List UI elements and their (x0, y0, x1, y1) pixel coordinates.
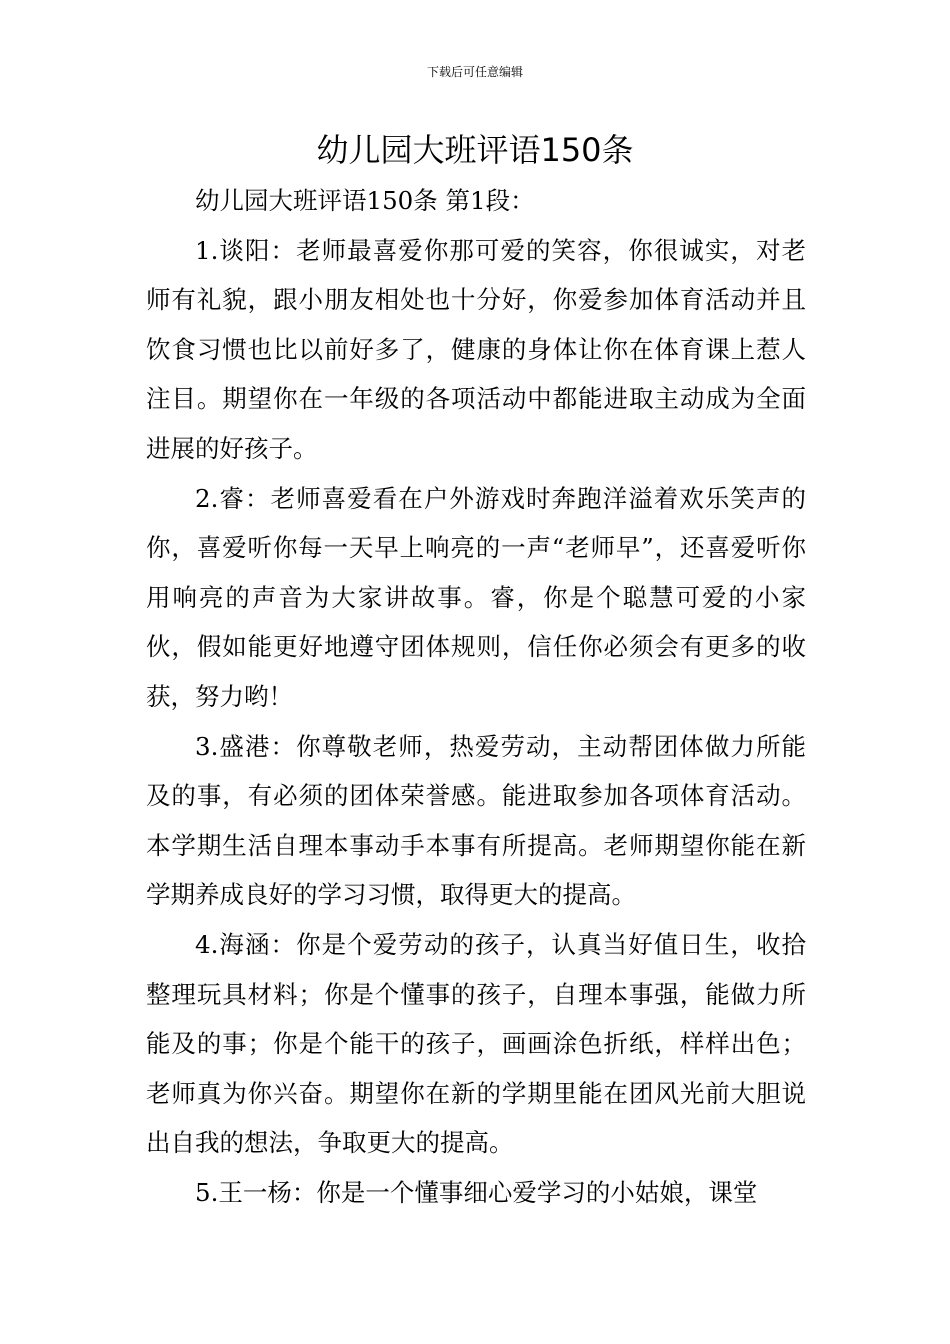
document-title: 幼儿园大班评语150条 (316, 131, 634, 169)
comment-paragraph-4: 4.海涵：你是个爱劳动的孩子，认真当好值日生，收拾整理玩具材料；你是个懂事的孩子，自理本事强，能做力所能及的事；你是个能干的孩子，画画涂色折纸，样样出色；老师真为你兴奋。期望你在新的学期里能在团风光前大胆说出自我的想法，争取更大的提高。 (146, 929, 806, 1158)
section-heading: 幼儿园大班评语150条 第1段： (195, 186, 535, 215)
comment-paragraph-1: 1.谈阳：老师最喜爱你那可爱的笑容，你很诚实，对老师有礼貌，跟小朋友相处也十分好，你爱参加体育活动并且饮食习惯也比以前好多了，健康的身体让你在体育课上惹人注目。期望你在一年级的各项活动中都能进取主动成为全面进展的好孩子。 (146, 235, 806, 463)
comment-paragraph-3: 3.盛港：你尊敬老师，热爱劳动，主动帮团体做力所能及的事，有必须的团体荣誉感。能进取参加各项体育活动。本学期生活自理本事动手本事有所提高。老师期望你能在新学期养成良好的学习习惯，取得更大的提高。 (146, 731, 806, 910)
document-body (146, 176, 806, 1217)
comment-paragraph-2: 2.睿：老师喜爱看在户外游戏时奔跑洋溢着欢乐笑声的你，喜爱听你每一天早上响亮的一声“老师早”，还喜爱听你用响亮的声音为大家讲故事。睿，你是个聪慧可爱的小家伙，假如能更好地遵守团体规则，信任你必须会有更多的收获，努力哟！ (146, 483, 806, 711)
comment-paragraph-5: 5.王一杨：你是一个懂事细心爱学习的小姑娘，课堂 (195, 1177, 758, 1207)
header-note: 下载后可任意编辑 (426, 65, 523, 79)
